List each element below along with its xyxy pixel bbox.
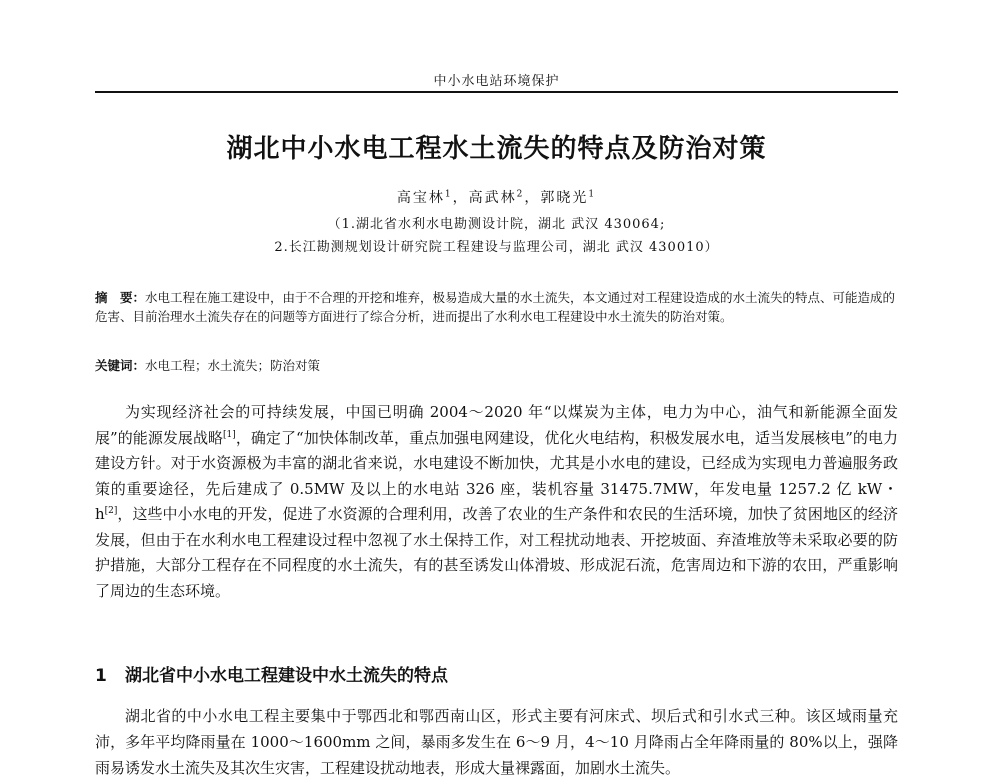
author-line (95, 187, 898, 207)
intro-text-3: ，这些中小水电的开发，促进了水资源的合理利用，改善了农业的生产条件和农民的生活环境，加快了贫困地区的经济发展，但由于在水利水电工程建设过程中忽视了水土保持工作，对工程扰动地表、开挖坡面、弃渣堆放等未采取必要的防护措施，大部分工程存在不同程度的水土流失，有的甚至诱发山体滑坡、形成泥石流，危害周边和下游的农田，严重影响了周边的生态环境。 (95, 505, 898, 600)
citation-2: [2] (104, 506, 118, 516)
keywords-text: 水电工程；水土流失；防治对策 (145, 358, 321, 373)
citation-1: [1] (223, 429, 236, 440)
author-separator: ， (524, 190, 541, 206)
section-title: 湖北省中小水电工程建设中水土流失的特点 (125, 666, 448, 686)
author-affil-mark: 1 (588, 189, 597, 200)
abstract-label: 摘 要： (95, 290, 146, 305)
keywords-label: 关键词： (95, 358, 146, 373)
author-name: 高宝林 (396, 190, 445, 206)
author-separator: ， (452, 190, 469, 206)
intro-paragraph (95, 400, 898, 604)
author-affil-mark: 1 (444, 189, 453, 200)
affiliation-2: 2.长江勘测规划设计研究院工程建设与监理公司，湖北 武汉 430010） (274, 240, 719, 255)
header-rule (95, 91, 898, 93)
keywords (95, 356, 898, 374)
author-name: 高武林 (468, 190, 517, 206)
section-1-paragraph: 湖北省的中小水电工程主要集中于鄂西北和鄂西南山区，形式主要有河床式、坝后式和引水式三种。该区域雨量充沛，多年平均降雨量在 1000～1600mm 之间，暴雨多发生在 6～9 月，4～10 月降雨占全年降雨量的 80%以上，强降雨易诱发水土流失及其次生灾害，工程建设扰动地表，形成大量裸露面，加剧水土流失。 (95, 707, 898, 777)
intro-text-2: ，确定了“加快体制改革，重点加强电网建设，优化火电结构，积极发展水电，适当发展核电”的电力建设方针。对于水资源极为丰富的湖北省来说，水电建设不断加快，尤其是小水电的建设，已经成为实现电力普遍服务政策的重要途径，先后建成了 0.5MW 及以上的水电站 326 座，装机容量 31475.7MW，年发电量 1257.2 亿 kW・h (95, 428, 899, 523)
abstract-text: 水电工程在施工建设中，由于不合理的开挖和堆弃，极易造成大量的水土流失，本文通过对工程建设造成的水土流失的特点、可能造成的危害、目前治理水土流失存在的问题等方面进行了综合分析，进而提出了水利水电工程建设中水土流失的防治对策。 (95, 290, 896, 324)
section-number: 1 (95, 666, 107, 686)
author-affil-mark: 2 (516, 189, 525, 200)
paper-title: 湖北中小水电工程水土流失的特点及防治对策 (226, 134, 767, 164)
running-header: 中小水电站环境保护 (433, 74, 560, 89)
abstract (95, 288, 898, 326)
affiliation-1: （1.湖北省水利水电勘测设计院，湖北 武汉 430064; (327, 217, 666, 232)
author-name: 郭晓光 (540, 190, 589, 206)
section-heading-1 (95, 661, 898, 686)
intro-text-1: 为实现经济社会的可持续发展，中国已明确 2004～2020 年“以煤炭为主体，电力为中心，油气和新能源全面发展”的能源发展战略 (95, 403, 898, 447)
